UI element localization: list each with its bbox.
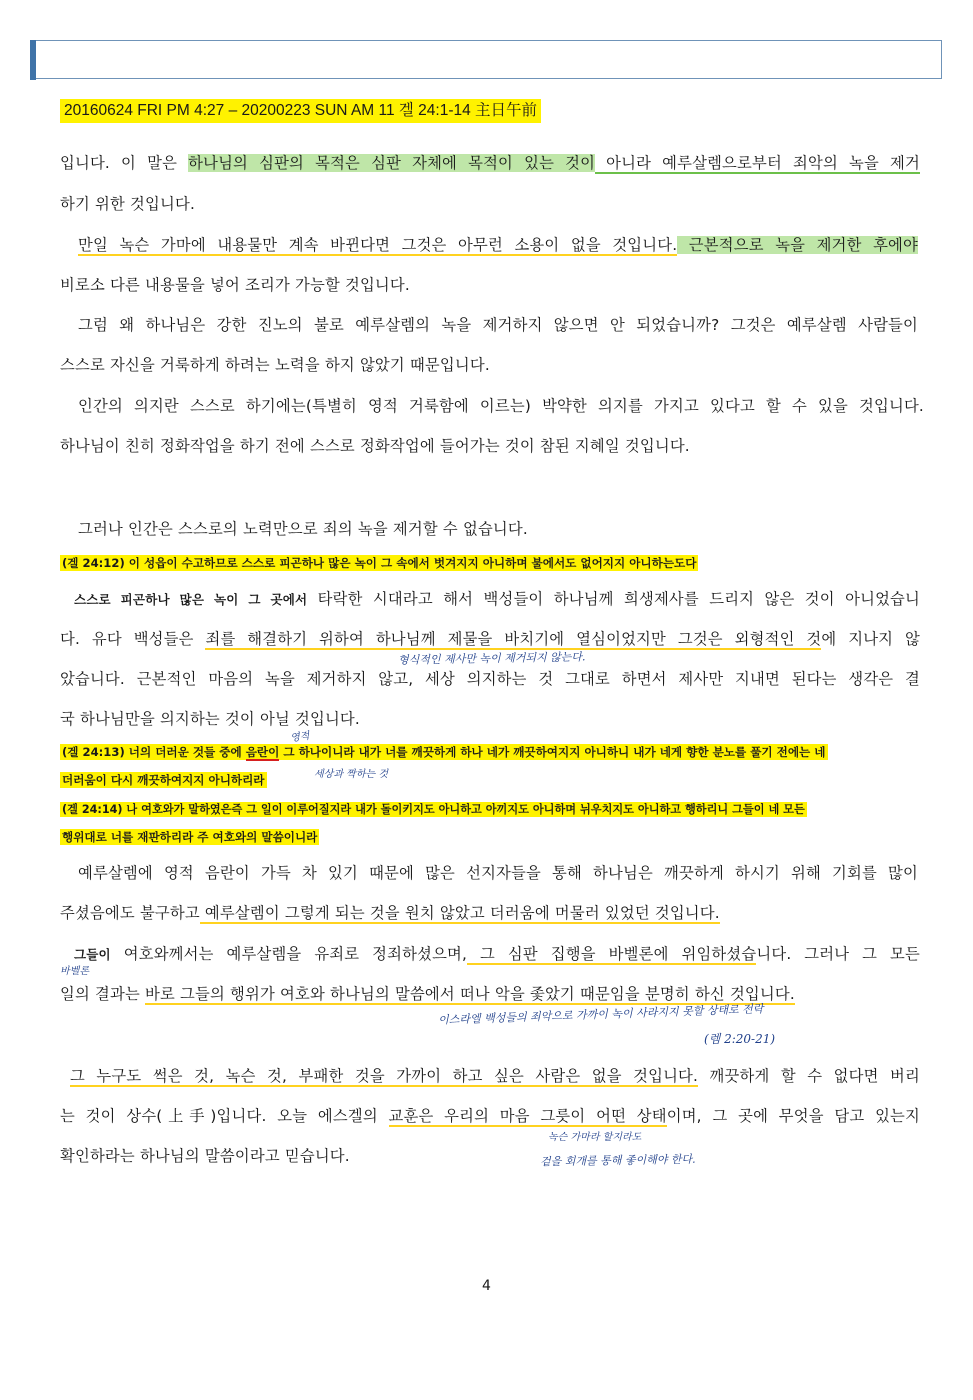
text-span: 깨끗하게 할 수 없다면 버리 — [698, 1067, 921, 1085]
text-span: 이며, 그 곳에 무엇을 담고 있는지 — [666, 1107, 921, 1125]
paragraph-5: 그러나 인간은 스스로의 노력만으로 죄의 녹을 제거할 수 없습니다. — [78, 520, 528, 538]
text-span: 일의 결과는 — [60, 985, 146, 1003]
frame-accent-bar — [30, 40, 36, 80]
text-span: 입니다. 이 말은 — [60, 154, 189, 172]
sermon-header: 20160624 FRI PM 4:27 – 20200223 SUN AM 11 겔 24:1-14 主日午前 — [60, 99, 541, 123]
text-span: 그 하나이니라 내가 너를 깨끗하게 하나 네가 깨끗하여지지 아니하니 내가 네게 향한 분노를 풀기 전에는 네 — [279, 745, 826, 759]
scripture-quote-24-14-line-2 — [60, 827, 922, 847]
underline-yellow: 만일 녹슨 가마에 내용물만 계속 바뀐다면 그것은 아무런 소용이 없을 것입니다. — [78, 236, 678, 254]
text-span: 타락한 시대라고 해서 백성들이 하나님께 희생제사를 드리지 않은 것이 아니었습니 — [307, 590, 920, 608]
text-span: 에 지나지 않 — [821, 630, 920, 648]
underline-yellow: 교훈은 우리의 마음 그릇이 어떤 상태 — [388, 1107, 667, 1125]
paragraph-7-line-1: 예루살렘에 영적 음란이 가득 차 있기 때문에 많은 선지자들을 통해 하나님은 깨끗하게 하시기 위해 기회를 많이 — [78, 864, 918, 882]
scripture-quote-24-13-line-2 — [60, 770, 922, 790]
handwritten-note-repentance: 겉을 회개를 통해 좋이해야 한다. — [539, 1152, 696, 1169]
text-span: 주셨음에도 불구하고 — [60, 904, 200, 922]
highlight-green: 하나님의 심판의 목적은 심판 자체에 목적이 있는 것이 — [188, 154, 596, 172]
page-frame — [30, 40, 942, 78]
paragraph-8-line-2 — [60, 983, 920, 1005]
underline-yellow: 그 심판 집행을 바벨론에 위임하셨습 — [467, 945, 757, 963]
paragraph-6-line-3: 았습니다. 근본적인 마음의 녹을 제거하지 않고, 세상 의지하는 것 그대로 하면서 제사만 지내면 된다는 생각은 결 — [60, 670, 920, 688]
bold-phrase: 스스로 피곤하나 많은 녹이 그 곳에서 — [74, 592, 308, 607]
quote-highlight: 행위대로 너를 재판하리라 주 여호와의 말씀이니라 — [62, 830, 318, 844]
text-span: 는 것이 상수(上手)입니다. 오늘 에스겔의 — [60, 1107, 389, 1125]
paragraph-1-line-1 — [60, 152, 920, 174]
scripture-quote-24-12 — [60, 553, 922, 573]
paragraph-9-line-1 — [70, 1065, 920, 1087]
text-span: 니다. 그러나 그 모든 — [756, 945, 920, 963]
quote-highlight: (겔 24:14) 나 여호와가 말하였은즉 그 일이 이루어질지라 내가 돌이키지도 아니하고 아끼지도 아니하며 뉘우치지도 아니하고 행하리니 그들이 네 모든 — [62, 803, 805, 816]
paragraph-9-line-3: 확인하라는 하나님의 말씀이라고 믿습니다. — [60, 1147, 350, 1165]
paragraph-7-line-2 — [60, 902, 920, 924]
page-number: 4 — [482, 1278, 491, 1294]
highlight-green: 근본적으로 녹을 제거한 후에야 — [677, 236, 919, 254]
paragraph-6-line-1 — [74, 588, 920, 611]
paragraph-2-line-2: 비로소 다른 내용물을 넣어 조리가 가능할 것입니다. — [60, 276, 410, 294]
underline-yellow: 예루살렘이 그렇게 되는 것을 원치 않았고 더러움에 머물러 있었던 것입니다. — [199, 904, 720, 922]
paragraph-3-line-2: 스스로 자신을 거룩하게 하려는 노력을 하지 않았기 때문입니다. — [60, 356, 490, 374]
handwritten-note-rusted-pot: 녹슨 가마라 할지라도 — [548, 1132, 642, 1143]
quote-highlight: 더러움이 다시 깨끗하여지지 아니하리라 — [62, 773, 265, 787]
text-span: 여호와께서는 예루살렘을 유죄로 정죄하셨으며, — [110, 945, 468, 963]
paragraph-1-line-2: 하기 위한 것입니다. — [60, 195, 196, 213]
frame-divider — [36, 78, 942, 79]
handwritten-note-worldly: 세상과 짝하는 것 — [314, 769, 388, 780]
paragraph-6-line-2 — [60, 628, 920, 650]
bold-phrase: 그들이 — [74, 947, 111, 962]
handwritten-note-babylon: 바벨론 — [60, 966, 89, 977]
handwritten-note-formal-sacrifice: 형식적인 제사만 녹이 제거되지 않는다. — [397, 650, 586, 667]
scripture-quote-24-14-line-1 — [60, 800, 922, 820]
paragraph-3-line-1: 그럼 왜 하나님은 강한 진노의 불로 예루살렘의 녹을 제거하지 않으면 안 되었습니까? 그것은 예루살렘 사람들이 — [78, 316, 918, 334]
paragraph-9-line-2 — [60, 1105, 920, 1127]
scripture-quote-24-13-line-1 — [60, 742, 922, 762]
handwritten-note-jeremiah-ref: (렘 2:20-21) — [704, 1032, 776, 1046]
underline-red: 음란이 — [245, 745, 280, 759]
underline-green: 아니라 예루살렘으로부터 죄악의 녹을 제거 — [595, 154, 920, 172]
paragraph-4-line-2: 하나님이 친히 정화작업을 하기 전에 스스로 정화작업에 들어가는 것이 참된 지혜일 것입니다. — [60, 437, 690, 455]
paragraph-8-line-1 — [74, 943, 920, 966]
underline-yellow: 그 누구도 썩은 것, 녹슨 것, 부패한 것을 가까이 하고 싶은 사람은 없을 것입니다. — [70, 1067, 699, 1085]
underline-yellow: 바로 그들의 행위가 여호와 하나님의 말씀에서 떠나 악을 좇았기 때문임을 분명히 하신 것입니다. — [145, 985, 795, 1003]
handwritten-note-israel-rust: 이스라엘 백성들의 죄악으로 가까이 녹이 사라지지 못할 상태로 전락 — [437, 1002, 764, 1027]
text-span: 다. 유다 백성들은 — [60, 630, 206, 648]
underline-yellow: 죄를 해결하기 위하여 하나님께 제물을 바치기에 열심이었지만 그것은 외형적인 것 — [205, 630, 822, 648]
quote-highlight: (겔 24:12) 이 성읍이 수고하므로 스스로 피곤하나 많은 녹이 그 속에서 벗겨지지 아니하며 불에서도 없어지지 아니하는도다 — [62, 556, 697, 570]
handwritten-note-spiritual: 영적 — [289, 730, 311, 745]
paragraph-2-line-1 — [78, 234, 918, 256]
text-span: (겔 24:13) 너의 더러운 것들 중에 — [62, 745, 246, 759]
paragraph-6-line-4: 국 하나님만을 의지하는 것이 아닐 것입니다. — [60, 710, 360, 728]
paragraph-4-line-1: 인간의 의지란 스스로 하기에는(특별히 영적 거룩함에 이르는) 박약한 의지를 가지고 있다고 할 수 있을 것입니다. — [78, 397, 924, 415]
